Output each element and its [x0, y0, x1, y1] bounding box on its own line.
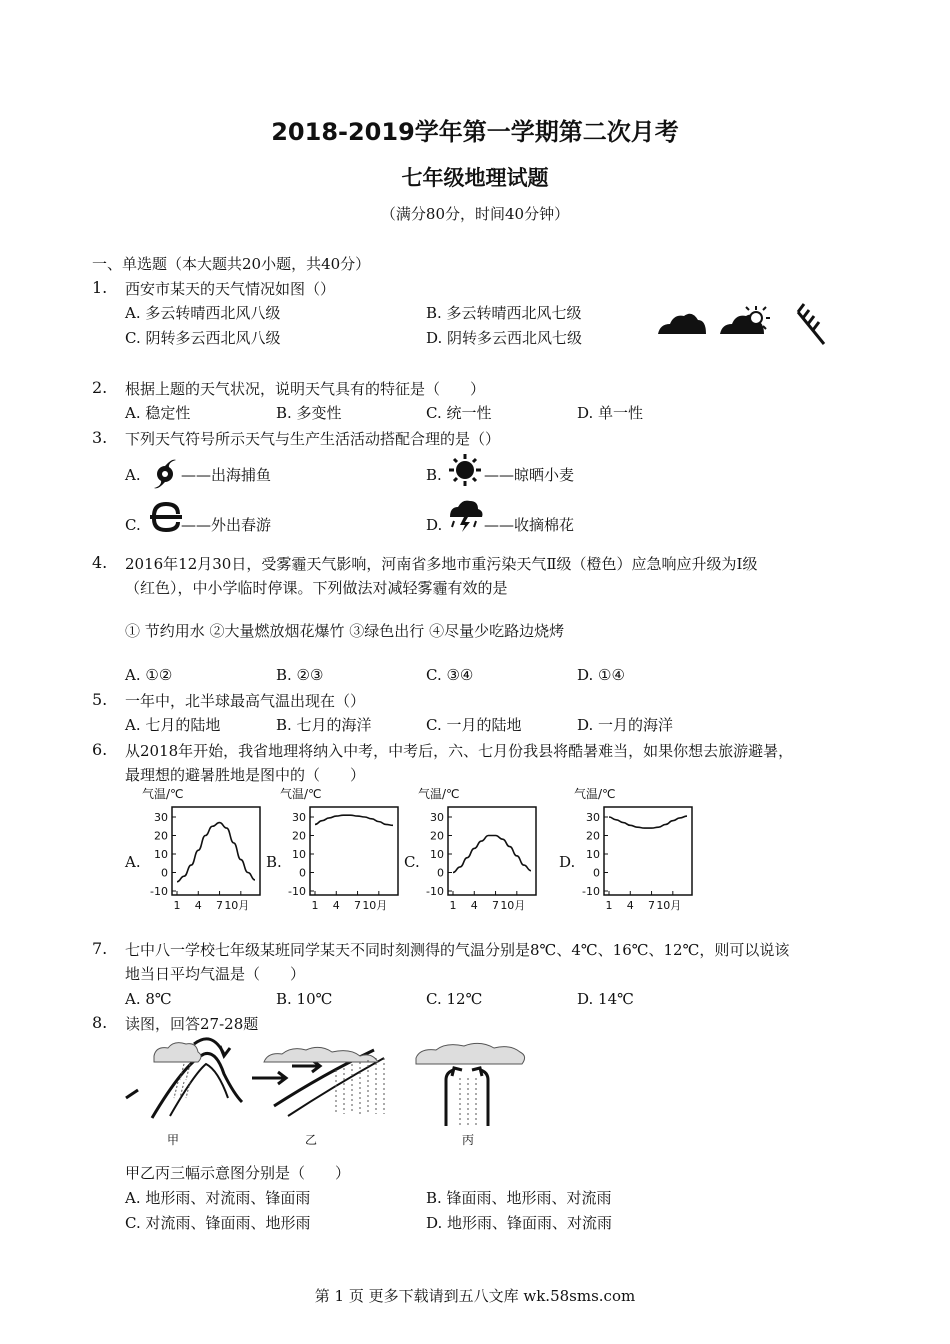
q3-option-c-letter: C.	[125, 516, 141, 534]
temperature-line	[609, 816, 687, 828]
temperature-line	[453, 836, 531, 873]
weather-symbols-figure	[652, 300, 832, 350]
x-tick-label: 7	[354, 899, 362, 912]
q7-stem-line1: 七中八一学校七年级某班同学某天不同时刻测得的气温分别是8℃、4℃、16℃、12℃，则可以说该	[125, 941, 790, 959]
label-yi: 乙	[305, 1133, 318, 1147]
cloudy-to-sunny-icon	[720, 306, 770, 334]
q7-option-d: D. 14℃	[577, 990, 634, 1008]
y-tick-label: 30	[430, 811, 444, 824]
q7-option-a: A. 8℃	[125, 990, 172, 1008]
y-tick-label: -10	[426, 885, 444, 898]
y-tick-label: 10	[430, 848, 444, 861]
q3-option-b-letter: B.	[426, 466, 442, 484]
label-bing: 丙	[462, 1133, 475, 1147]
typhoon-icon	[150, 456, 180, 490]
q7-option-b: B. 10℃	[276, 990, 333, 1008]
x-tick-label: 7	[492, 899, 500, 912]
climate-chart-d	[572, 785, 702, 915]
q4-choices-line: ① 节约用水 ②大量燃放烟花爆竹 ③绿色出行 ④尽量少吃路边烧烤	[125, 622, 565, 640]
q1-number: 1.	[92, 278, 108, 297]
q1-option-c: C. 阴转多云西北风八级	[125, 329, 281, 347]
x-tick-label: 7	[216, 899, 224, 912]
y-tick-label: 0	[299, 866, 306, 880]
climate-chart-c	[416, 785, 546, 915]
q2-option-d: D. 单一性	[577, 404, 644, 422]
q4-stem-line2: （红色），中小学临时停课。下列做法对减轻雾霾有效的是	[125, 579, 508, 597]
q1-option-d: D. 阴转多云西北风七级	[426, 329, 583, 347]
exam-note: （满分80分，时间40分钟）	[380, 205, 570, 223]
x-tick-label: 1	[605, 899, 613, 912]
q8-option-c: C. 对流雨、锋面雨、地形雨	[125, 1214, 311, 1232]
x-tick-label: 4	[626, 899, 634, 912]
y-tick-label: -10	[582, 885, 600, 898]
page-footer: 第 1 页 更多下载请到五八文库 wk.58sms.com	[314, 1287, 636, 1305]
q4-option-c: C. ③④	[426, 666, 474, 684]
q6-number: 6.	[92, 740, 108, 759]
q8-option-a: A. 地形雨、对流雨、锋面雨	[125, 1189, 311, 1207]
orographic-rain-diagram	[126, 1039, 242, 1118]
sandstorm-icon	[148, 500, 184, 534]
x-tick-label: 4	[332, 899, 340, 912]
q1-option-b: B. 多云转晴西北风七级	[426, 304, 582, 322]
q8-sub-stem: 甲乙丙三幅示意图分别是（ ）	[125, 1164, 351, 1182]
q8-option-d: D. 地形雨、锋面雨、对流雨	[426, 1214, 613, 1232]
q4-option-d: D. ①④	[577, 666, 625, 684]
q2-number: 2.	[92, 378, 108, 397]
q8-stem: 读图，回答27-28题	[125, 1015, 259, 1033]
q1-stem: 西安市某天的天气情况如图（）	[125, 280, 336, 298]
q6-chart-letter-b: B.	[266, 853, 282, 871]
temperature-line	[177, 823, 255, 882]
y-tick-label: 30	[586, 811, 600, 824]
q4-option-b: B. ②③	[276, 666, 324, 684]
y-tick-label: 30	[154, 811, 168, 824]
y-tick-label: -10	[150, 885, 168, 898]
q3-option-a-letter: A.	[125, 466, 141, 484]
label-jia: 甲	[167, 1133, 180, 1147]
convective-rain-diagram	[416, 1043, 525, 1126]
x-tick-label: 4	[194, 899, 202, 912]
y-axis-label: 气温/℃	[142, 787, 184, 801]
x-tick-label: 1	[449, 899, 457, 912]
y-tick-label: 30	[292, 811, 306, 824]
q3-option-a-text: ——出海捕鱼	[181, 466, 272, 484]
y-tick-label: 20	[586, 829, 600, 843]
q3-option-d-text: ——收摘棉花	[484, 516, 575, 534]
y-tick-label: 10	[586, 848, 600, 861]
y-tick-label: 10	[154, 848, 168, 861]
y-tick-label: 0	[437, 866, 444, 880]
q5-option-b: B. 七月的海洋	[276, 716, 372, 734]
q5-stem: 一年中，北半球最高气温出现在（）	[125, 692, 366, 710]
q4-number: 4.	[92, 553, 108, 572]
climate-chart-a	[140, 785, 270, 915]
q6-chart-letter-a: A.	[125, 853, 141, 871]
q6-chart-letter-c: C.	[404, 853, 420, 871]
q4-option-a: A. ①②	[125, 666, 173, 684]
thunderstorm-icon	[446, 497, 484, 533]
q5-option-d: D. 一月的海洋	[577, 716, 674, 734]
y-tick-label: 20	[430, 829, 444, 843]
q3-option-d-letter: D.	[426, 516, 443, 534]
q3-option-c-text: ——外出春游	[181, 516, 272, 534]
q5-number: 5.	[92, 690, 108, 709]
q3-stem: 下列天气符号所示天气与生产生活活动搭配合理的是（）	[125, 430, 501, 448]
q7-number: 7.	[92, 939, 108, 958]
q5-option-a: A. 七月的陆地	[125, 716, 221, 734]
x-tick-label: 1	[311, 899, 319, 912]
x-tick-label: 7	[648, 899, 656, 912]
q3-number: 3.	[92, 428, 108, 447]
q8-option-b: B. 锋面雨、地形雨、对流雨	[426, 1189, 612, 1207]
y-axis-label: 气温/℃	[418, 787, 460, 801]
q5-option-c: C. 一月的陆地	[426, 716, 522, 734]
x-tick-label: 10月	[656, 899, 682, 912]
y-tick-label: 0	[161, 866, 168, 880]
x-tick-label: 10月	[224, 899, 250, 912]
q3-option-b-text: ——晾晒小麦	[484, 466, 575, 484]
temperature-line	[315, 815, 393, 825]
q6-stem-line2: 最理想的避暑胜地是图中的（ ）	[125, 766, 366, 784]
chart-frame	[448, 807, 536, 895]
overcast-cloud-icon	[658, 314, 706, 334]
q1-option-a: A. 多云转晴西北风八级	[125, 304, 281, 322]
q2-option-a: A. 稳定性	[125, 404, 191, 422]
y-tick-label: 20	[154, 829, 168, 843]
wind-symbol-icon	[798, 304, 824, 344]
q6-chart-letter-d: D.	[559, 853, 576, 871]
q7-option-c: C. 12℃	[426, 990, 483, 1008]
y-tick-label: 0	[593, 866, 600, 880]
x-tick-label: 1	[173, 899, 181, 912]
chart-frame	[172, 807, 260, 895]
y-tick-label: 10	[292, 848, 306, 861]
q4-stem-line1: 2016年12月30日，受雾霾天气影响，河南省多地市重污染天气Ⅱ级（橙色）应急响应升级为Ⅰ级	[125, 555, 758, 573]
sunny-hot-icon	[446, 452, 484, 488]
q6-stem-line1: 从2018年开始，我省地理将纳入中考，中考后，六、七月份我县将酷暑难当，如果你想去旅游避暑，	[125, 742, 794, 760]
y-axis-label: 气温/℃	[280, 787, 322, 801]
frontal-rain-diagram	[252, 1047, 384, 1116]
y-tick-label: -10	[288, 885, 306, 898]
page-title: 2018-2019学年第一学期第二次月考	[271, 118, 679, 146]
x-tick-label: 4	[470, 899, 478, 912]
q2-option-c: C. 统一性	[426, 404, 492, 422]
q8-number: 8.	[92, 1013, 108, 1032]
q2-option-b: B. 多变性	[276, 404, 342, 422]
y-tick-label: 20	[292, 829, 306, 843]
climate-chart-b	[278, 785, 408, 915]
q2-stem: 根据上题的天气状况，说明天气具有的特征是（ ）	[125, 380, 486, 398]
x-tick-label: 10月	[500, 899, 526, 912]
page-subtitle: 七年级地理试题	[401, 166, 549, 190]
y-axis-label: 气温/℃	[574, 787, 616, 801]
x-tick-label: 10月	[362, 899, 388, 912]
section-heading: 一、单选题（本大题共20小题，共40分）	[92, 255, 371, 273]
q7-stem-line2: 地当日平均气温是（ ）	[125, 965, 306, 983]
